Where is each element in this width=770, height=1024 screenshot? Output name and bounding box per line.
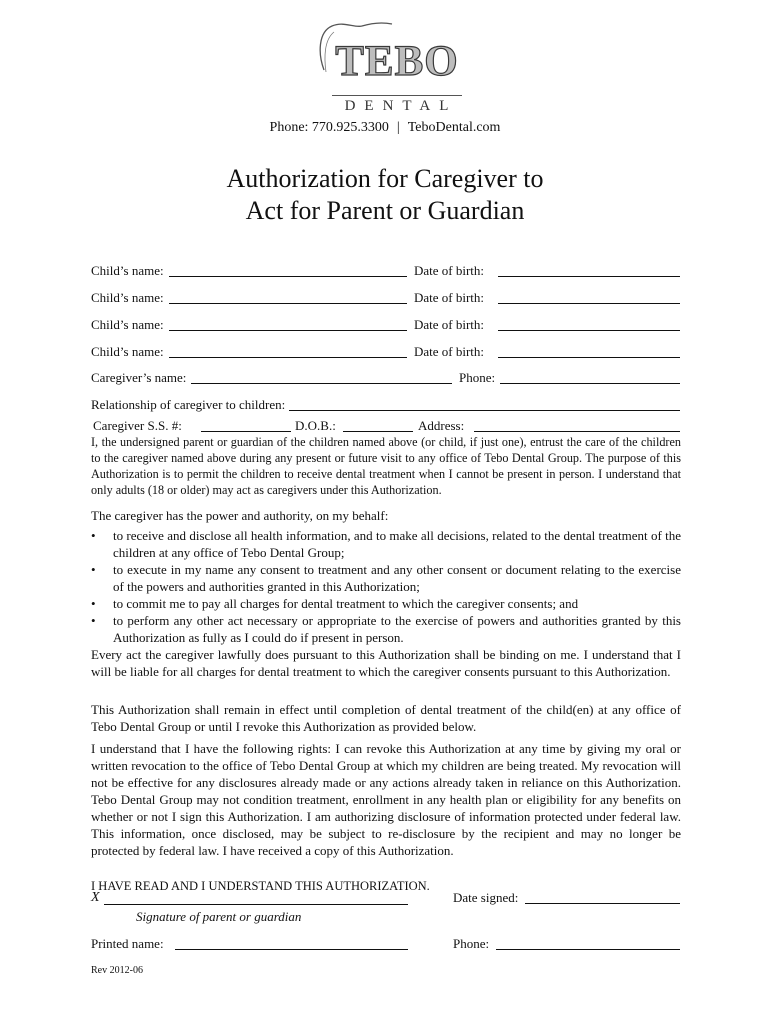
child-name-label: Child’s name: <box>91 263 164 278</box>
dob-field[interactable] <box>498 276 680 277</box>
ss-label: Caregiver S.S. #: <box>93 418 182 433</box>
child-name-label: Child’s name: <box>91 344 164 359</box>
relationship-row <box>91 396 681 414</box>
address-label: Address: <box>418 418 465 433</box>
revision-label: Rev 2012-06 <box>91 965 143 976</box>
caregiver-name-label: Caregiver’s name: <box>91 370 187 385</box>
child-row-4 <box>91 343 681 361</box>
dob-label: Date of birth: <box>414 290 485 305</box>
caregiver-name-field[interactable] <box>191 383 452 384</box>
binding-paragraph: Every act the caregiver lawfully does pursuant to this Authorization shall be binding on me. I understand that I will be liable for all charges for dental treatment to which the caregiver consents pursuant to this Authorization. <box>91 647 681 679</box>
read-statement: I HAVE READ AND I UNDERSTAND THIS AUTHORIZATION. <box>91 879 430 893</box>
dob-label: Date of birth: <box>414 263 485 278</box>
signer-phone-label: Phone: <box>453 936 490 951</box>
signer-phone-field[interactable] <box>496 949 680 950</box>
caregiver-phone-label: Phone: <box>459 370 496 385</box>
page-title <box>0 163 770 227</box>
caregiver-dob-label: D.O.B.: <box>295 418 336 433</box>
dob-field[interactable] <box>498 330 680 331</box>
bullet-text: to commit me to pay all charges for dental treatment to which the caregiver consents; and <box>113 596 579 611</box>
child-name-field[interactable] <box>169 330 407 331</box>
child-name-label: Child’s name: <box>91 290 164 305</box>
rights-paragraph: I understand that I have the following rights: I can revoke this Authorization at any time by giving my oral or written revocation to the office of Tebo Dental Group at which my children are being treated. My revocation will not be effective for any disclosures already made or any actions already taken in reliance on this Authorization. Tebo Dental Group may not condition treatment, enrollment in any health plan or eligibility for any benefits on whether or not I sign this Authorization. I am authorizing disclosure of information protected under federal law. This information, once disclosed, may be subject to re-disclosure by the recipient and may no longer be protected by federal law. I have received a copy of this Authorization. <box>91 741 681 858</box>
printed-name-field[interactable] <box>175 949 408 950</box>
phone-number: Phone: 770.925.3300 <box>269 120 389 135</box>
title-line-2: Act for Parent or Guardian <box>245 196 525 225</box>
printed-name-row <box>91 935 681 953</box>
ss-field[interactable] <box>201 431 291 432</box>
caregiver-dob-field[interactable] <box>343 431 413 432</box>
signature-x-mark: X <box>91 890 100 905</box>
logo-wordmark: TEBO <box>335 38 459 85</box>
bullet-text: to execute in my name any consent to treatment and any other consent or document relating to the exercise of the powers and authorities granted in this Authorization; <box>113 562 681 594</box>
child-row-3 <box>91 316 681 334</box>
relationship-label: Relationship of caregiver to children: <box>91 397 286 412</box>
printed-name-label: Printed name: <box>91 936 164 951</box>
caregiver-row <box>91 369 681 387</box>
bullet-icon: • <box>91 613 96 628</box>
caregiver-phone-field[interactable] <box>500 383 680 384</box>
caregiver-id-row <box>91 417 681 435</box>
bullet-icon: • <box>91 528 96 543</box>
child-name-field[interactable] <box>169 303 407 304</box>
dob-label: Date of birth: <box>414 317 485 332</box>
child-name-field[interactable] <box>169 357 407 358</box>
bullet-text: to receive and disclose all health information, and to make all decisions, related to the dental treatment of the children at any office of Tebo Dental Group; <box>113 528 681 560</box>
logo-subtitle: DENTAL <box>344 98 458 114</box>
logo-divider <box>332 95 462 96</box>
relationship-field[interactable] <box>289 410 680 411</box>
date-signed-field[interactable] <box>525 903 680 904</box>
date-signed-label: Date signed: <box>453 890 519 905</box>
bullet-icon: • <box>91 562 96 577</box>
effect-paragraph: This Authorization shall remain in effect until completion of dental treatment of the child(en) at any office of Tebo Dental Group or until I revoke this Authorization as provided below. <box>91 702 681 734</box>
title-line-1: Authorization for Caregiver to <box>226 164 544 193</box>
dob-field[interactable] <box>498 357 680 358</box>
address-field[interactable] <box>474 431 680 432</box>
dob-label: Date of birth: <box>414 344 485 359</box>
child-row-1 <box>91 262 681 280</box>
power-lead: The caregiver has the power and authority, on my behalf: <box>91 508 389 523</box>
child-row-2 <box>91 289 681 307</box>
contact-separator: | <box>396 120 400 135</box>
signature-caption: Signature of parent or guardian <box>136 909 302 924</box>
tebo-dental-logo <box>310 18 470 114</box>
contact-line <box>0 120 770 136</box>
intro-paragraph: I, the undersigned parent or guardian of the children named above (or child, if just one), entrust the care of the children to the caregiver named above during any present or future visit to any office of Tebo Dental Group. The purpose of this Authorization is to permit the children to receive dental treatment when I cannot be present in person. I understand that only adults (18 or older) may act as caregivers under this Authorization. <box>91 435 681 497</box>
date-signed-row <box>91 889 681 907</box>
website-link[interactable]: TeboDental.com <box>407 120 501 135</box>
bullet-icon: • <box>91 596 96 611</box>
bullet-text: to perform any other act necessary or appropriate to the exercise of powers and authorities granted by this Authorization as fully as I could do if present in person. <box>113 613 681 645</box>
dob-field[interactable] <box>498 303 680 304</box>
child-name-field[interactable] <box>169 276 407 277</box>
child-name-label: Child’s name: <box>91 317 164 332</box>
